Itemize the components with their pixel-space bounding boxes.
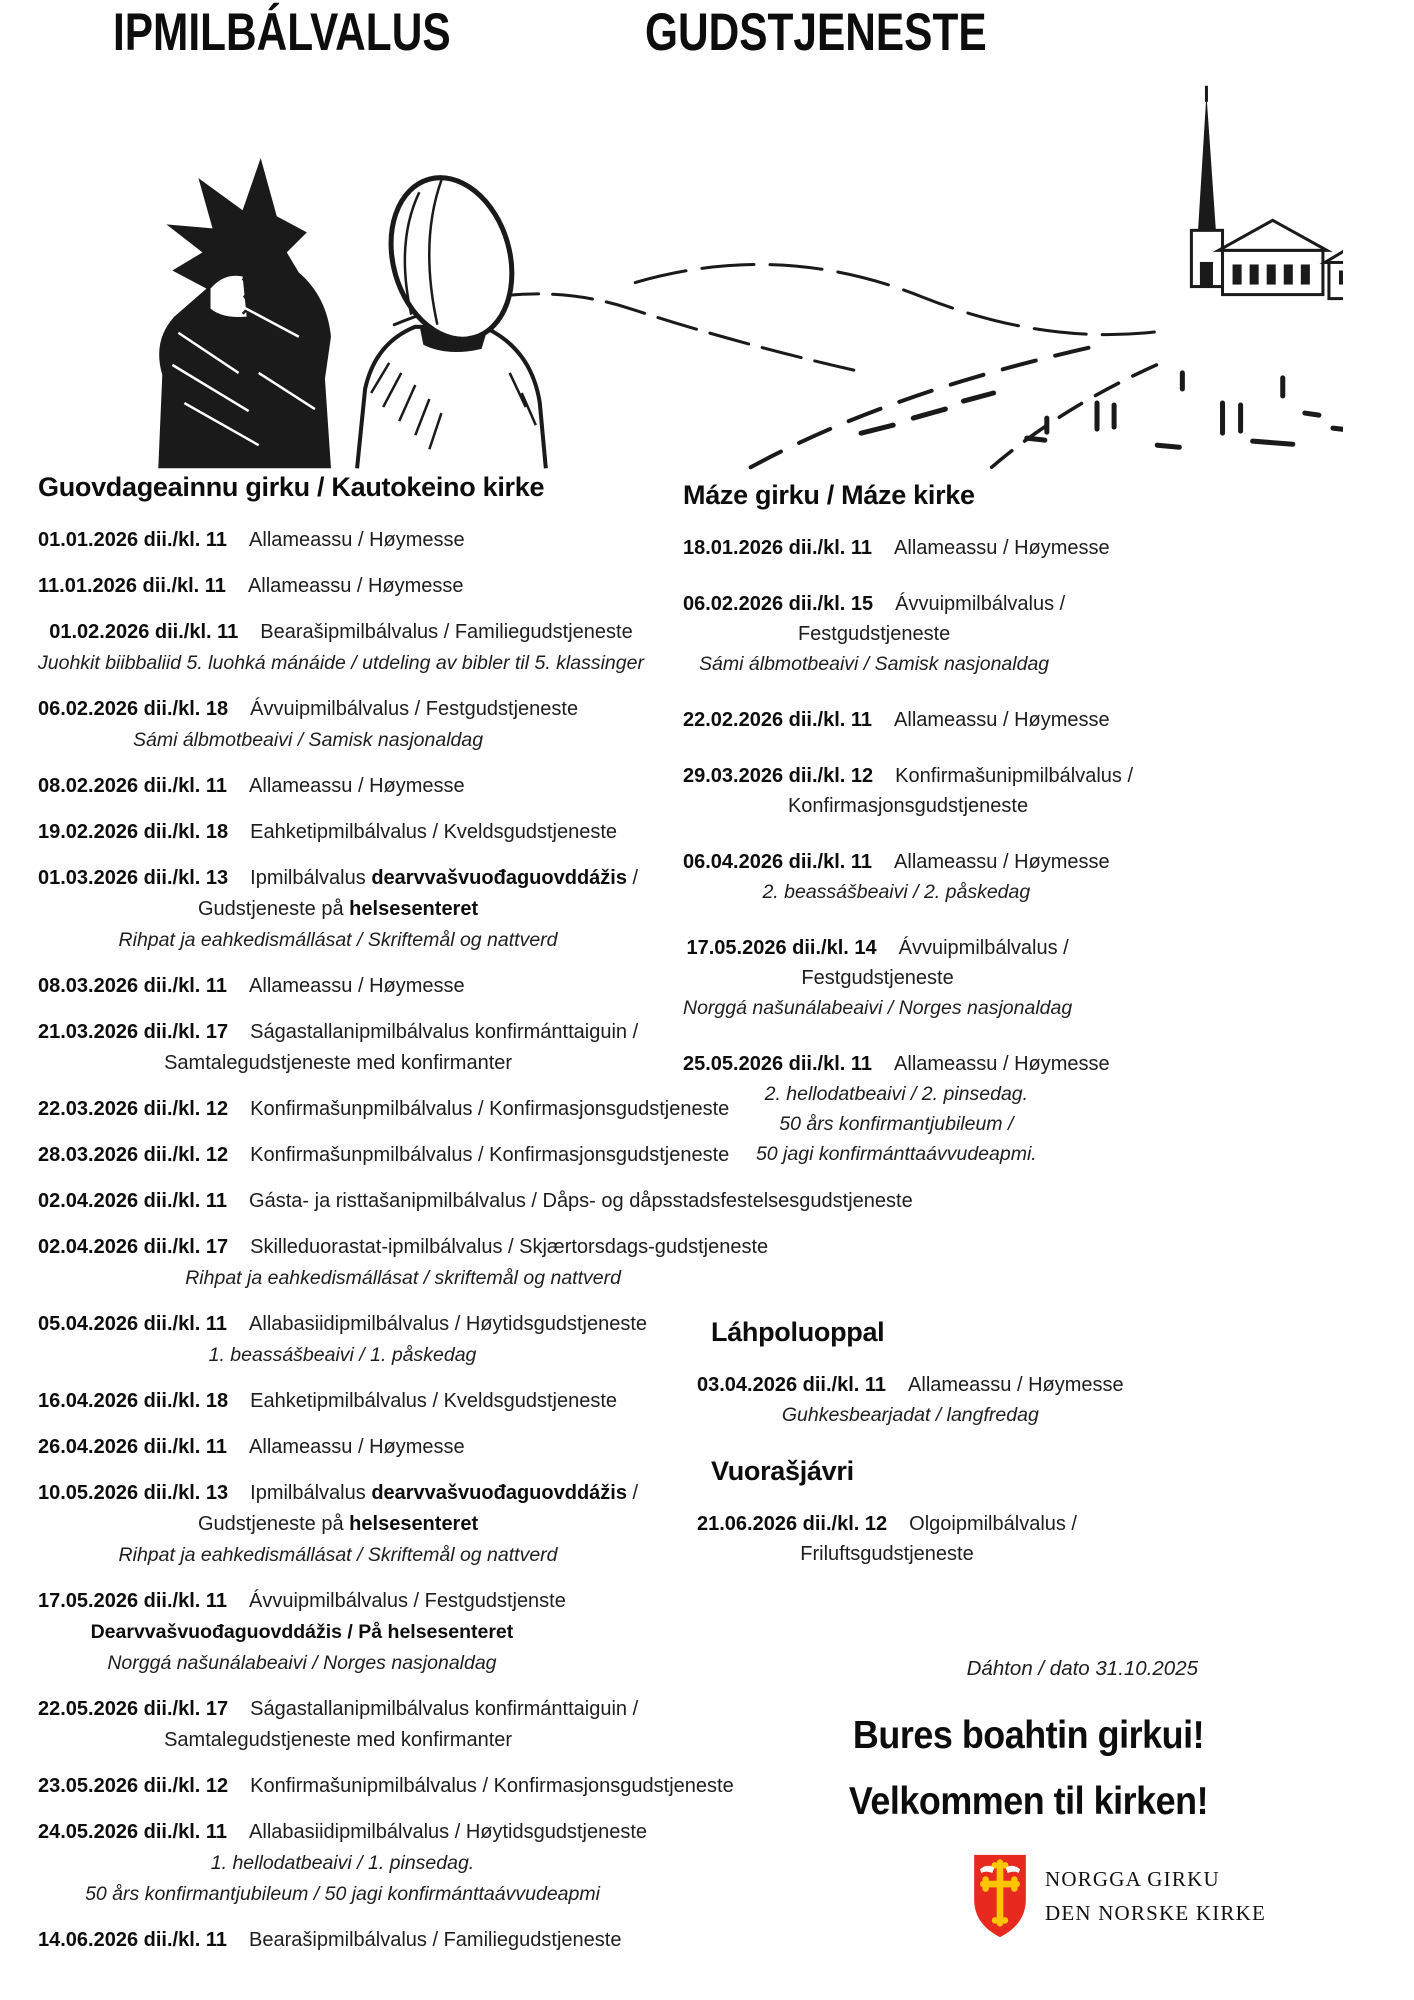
service-entry (683, 705, 1110, 735)
entry-date: 10.05.2026 dii./kl. 13 (38, 1482, 229, 1504)
entry-note-line: Norggá našunálabeaivi / Norges nasjonaldag (107, 1652, 497, 1674)
entry-note-line: Rihpat ja eahkedismállásat / Skriftemål og nattverd (118, 1544, 558, 1566)
entry-description: Allameassu / Høymesse (247, 575, 464, 597)
entry-description: Ávvuipmilbálvalus / (898, 937, 1069, 959)
entry-description: Eahketipmilbálvalus / Kveldsgudstjeneste (250, 1390, 618, 1412)
entry-description: Konfirmašunpmilbálvalus / Konfirmasjonsgudstjeneste (250, 1144, 730, 1166)
sami-man-figure (158, 158, 331, 468)
service-entry (38, 617, 644, 679)
right-sections (683, 480, 1374, 1569)
entry-date: 18.01.2026 dii./kl. 11 (683, 537, 873, 559)
entry-main-line (38, 971, 465, 1002)
entry-continuation-line: Friluftsgudstjeneste (800, 1543, 974, 1565)
entry-date: 21.03.2026 dii./kl. 17 (38, 1021, 229, 1043)
service-entry (683, 1049, 1110, 1169)
entry-description: Allameassu / Høymesse (894, 1053, 1110, 1075)
entry-note-line: 1. hellodatbeaivi / 1. pinsedag. (210, 1852, 475, 1874)
service-entry (697, 1370, 1124, 1430)
entry-date: 05.04.2026 dii./kl. 11 (38, 1313, 228, 1335)
entry-note-line: Sámi álbmotbeaivi / Samisk nasjonaldag (699, 653, 1050, 675)
entry-main-line (697, 1370, 1124, 1400)
entry-note-line: 2. beassášbeaivi / 2. påskedag (762, 881, 1031, 903)
entry-date: 06.02.2026 dii./kl. 18 (38, 698, 229, 720)
service-entry (683, 589, 1065, 679)
entry-date: 03.04.2026 dii./kl. 11 (697, 1374, 887, 1396)
entry-date: 01.03.2026 dii./kl. 13 (38, 867, 229, 889)
entry-note-line: Guhkesbearjadat / langfredag (781, 1404, 1039, 1426)
entry-date: 26.04.2026 dii./kl. 11 (38, 1436, 228, 1458)
column-right (683, 472, 1374, 1940)
entry-description: Ságastallanipmilbálvalus konfirmánttaiguin / (250, 1021, 639, 1043)
entry-main-line (38, 1140, 729, 1171)
logo-line-sami: NORGGA GIRKU (1044, 1867, 1220, 1892)
entry-main-line (683, 1049, 1110, 1079)
welcome-line-sami: Bures boahtin girkui! (852, 1714, 1205, 1757)
service-entry (38, 571, 464, 602)
entry-main-line (38, 525, 465, 556)
service-entry (38, 971, 465, 1002)
entry-description: Allabasiidipmilbálvalus / Høytidsgudstjeneste (249, 1821, 648, 1843)
entry-date: 11.01.2026 dii./kl. 11 (38, 575, 226, 597)
service-entry (38, 1478, 638, 1571)
service-entry (38, 1586, 566, 1679)
entry-note-line: 2. hellodatbeaivi / 2. pinsedag. (764, 1083, 1029, 1105)
entry-description: Olgoipmilbálvalus / (909, 1513, 1077, 1535)
service-entry (683, 933, 1072, 1023)
section-title: Máze girku / Máze kirke (683, 480, 975, 510)
entry-main-line (38, 1094, 729, 1125)
entry-description: Ipmilbálvalus dearvvašvuođaguovddážis / (250, 867, 639, 889)
entry-description: Konfirmašunipmilbálvalus / Konfirmasjonsgudstjeneste (250, 1775, 734, 1797)
section-maze (683, 480, 1374, 1169)
service-entry (683, 761, 1133, 821)
entry-description: Allameassu / Høymesse (894, 709, 1110, 731)
entry-main-line (683, 589, 1065, 619)
church-of-norway-wordmark (1045, 1862, 1266, 1930)
header-illustration (88, 70, 1343, 470)
entry-description: Bearašipmilbálvalus / Familiegudstjeneste (260, 621, 633, 643)
entry-date: 29.03.2026 dii./kl. 12 (683, 765, 874, 787)
section-lahpoluoppal (683, 1317, 1374, 1430)
entry-date: 02.04.2026 dii./kl. 17 (38, 1236, 229, 1258)
entry-main-line (38, 1817, 647, 1848)
entry-date: 25.05.2026 dii./kl. 11 (683, 1053, 873, 1075)
section-title: Guovdageainnu girku / Kautokeino kirke (38, 472, 545, 502)
entry-continuation-line: Festgudstjeneste (801, 967, 954, 989)
entry-date: 28.03.2026 dii./kl. 12 (38, 1144, 229, 1166)
entry-description: Allameassu / Høymesse (249, 775, 465, 797)
church-drawing (1191, 86, 1343, 301)
entry-note-line: 50 års konfirmantjubileum / 50 jagi konfirmánttaávvudeapmi (85, 1883, 600, 1905)
entry-note-line: 1. beassášbeaivi / 1. påskedag (208, 1344, 477, 1366)
entry-date: 17.05.2026 dii./kl. 14 (686, 937, 877, 959)
entry-description: Konfirmašunpmilbálvalus / Konfirmasjonsgudstjeneste (250, 1098, 730, 1120)
entry-date: 06.02.2026 dii./kl. 15 (683, 593, 874, 615)
service-entry (38, 1140, 729, 1171)
entry-main-line (38, 571, 464, 602)
section-vuorasjavri (683, 1456, 1374, 1569)
section-title: Láhpoluoppal (711, 1317, 885, 1347)
service-entry (683, 533, 1110, 563)
entry-description: Bearašipmilbálvalus / Familiegudstjeneste (249, 1929, 622, 1951)
welcome-message (711, 1703, 1347, 1834)
entry-main-line (38, 694, 578, 725)
service-entry (38, 1309, 647, 1371)
entry-description: Ávvuipmilbálvalus / Festgudstjenste (249, 1590, 566, 1612)
entry-description: Ipmilbálvalus dearvvašvuođaguovddážis / (250, 1482, 639, 1504)
entry-note-line: Norggá našunálabeaivi / Norges nasjonaldag (683, 997, 1073, 1019)
service-entry (38, 1386, 617, 1417)
service-entry (38, 1017, 638, 1079)
service-entry (38, 1094, 729, 1125)
entry-note-line: Rihpat ja eahkedismállásat / Skriftemål og nattverd (118, 929, 558, 951)
entry-description: Allabasiidipmilbálvalus / Høytidsgudstjeneste (249, 1313, 648, 1335)
entry-note-line: Sámi álbmotbeaivi / Samisk nasjonaldag (132, 729, 484, 751)
page-title-norwegian: GUDSTJENESTE (645, 3, 987, 62)
entry-date: 23.05.2026 dii./kl. 12 (38, 1775, 229, 1797)
entry-description: Eahketipmilbálvalus / Kveldsgudstjeneste (250, 821, 618, 843)
dated-line: Dáhton / dato 31.10.2025 (966, 1657, 1198, 1680)
page-title-sami: IPMILBÁLVALUS (113, 3, 451, 62)
entry-main-line (683, 933, 1072, 963)
entry-note-line: Dearvvašvuođaguovddážis / På helsesenteret (90, 1621, 514, 1643)
service-entry (38, 1925, 621, 1956)
entry-description: Allameassu / Høymesse (249, 975, 465, 997)
entry-main-line (38, 1432, 465, 1463)
entry-description: Skilleduorastat-ipmilbálvalus / Skjærtorsdags-gudstjeneste (250, 1236, 769, 1258)
service-entry (38, 817, 617, 848)
entry-description: Ávvuipmilbálvalus / Festgudstjeneste (250, 698, 579, 720)
service-entry (38, 525, 465, 556)
entry-description: Gásta- ja risttašanipmilbálvalus / Dåps- og dåpsstadsfestelsesgudstjeneste (249, 1190, 913, 1212)
entry-main-line (38, 863, 638, 894)
logo-line-norwegian: DEN NORSKE KIRKE (1044, 1901, 1267, 1926)
entry-date: 22.05.2026 dii./kl. 17 (38, 1698, 229, 1720)
service-entry (38, 863, 638, 956)
entry-main-line (683, 533, 1110, 563)
service-entry (683, 847, 1110, 907)
entry-main-line (38, 1694, 638, 1725)
entry-date: 22.02.2026 dii./kl. 11 (683, 709, 873, 731)
entry-date: 19.02.2026 dii./kl. 18 (38, 821, 229, 843)
entry-note-line: Juohkit biibbaliid 5. luohká mánáide / utdeling av bibler til 5. klassinger (38, 652, 644, 674)
service-entry (697, 1509, 1077, 1569)
entry-note-line: Rihpat ja eahkedismállásat / skriftemål og nattverd (185, 1267, 621, 1289)
footer (683, 1657, 1374, 1940)
entry-note-line: 50 års konfirmantjubileum / (779, 1113, 1014, 1135)
entry-continuation-line: Konfirmasjonsgudstjeneste (787, 795, 1029, 817)
service-entry (38, 1817, 647, 1910)
entry-date: 21.06.2026 dii./kl. 12 (697, 1513, 888, 1535)
service-entry (38, 1771, 734, 1802)
entry-description: Konfirmašunipmilbálvalus / (895, 765, 1134, 787)
entry-date: 06.04.2026 dii./kl. 11 (683, 851, 873, 873)
entry-main-line (683, 761, 1133, 791)
entry-date: 14.06.2026 dii./kl. 11 (38, 1929, 228, 1951)
entry-description: Ávvuipmilbálvalus / (895, 593, 1066, 615)
section-title: Vuorašjávri (711, 1456, 854, 1486)
entry-main-line (38, 1478, 638, 1509)
sami-woman-figure (357, 163, 546, 468)
entry-main-line (38, 1771, 734, 1802)
entry-main-line (38, 817, 617, 848)
entry-date: 24.05.2026 dii./kl. 11 (38, 1821, 228, 1843)
entry-continuation-line: Samtalegudstjeneste med konfirmanter (164, 1052, 513, 1074)
welcome-line-norwegian: Velkommen til kirken! (848, 1779, 1209, 1823)
entry-main-line (683, 705, 1110, 735)
entry-main-line (697, 1509, 1077, 1539)
entry-main-line (38, 1232, 768, 1263)
entry-date: 22.03.2026 dii./kl. 12 (38, 1098, 229, 1120)
entry-date: 01.01.2026 dii./kl. 11 (38, 529, 228, 551)
entry-description: Allameassu / Høymesse (894, 537, 1110, 559)
entry-description: Ságastallanipmilbálvalus konfirmánttaiguin / (250, 1698, 639, 1720)
entry-description: Allameassu / Høymesse (249, 1436, 465, 1458)
church-of-norway-shield-icon (971, 1852, 1029, 1940)
entry-main-line (38, 617, 644, 648)
entry-date: 08.02.2026 dii./kl. 11 (38, 775, 228, 797)
church-of-norway-logo (971, 1852, 1266, 1940)
service-entry (38, 1694, 638, 1756)
entry-date: 02.04.2026 dii./kl. 11 (38, 1190, 228, 1212)
service-entry (38, 1432, 465, 1463)
entry-main-line (38, 1309, 647, 1340)
service-entry (38, 1232, 768, 1294)
entry-description: Allameassu / Høymesse (908, 1374, 1124, 1396)
entry-main-line (38, 771, 465, 802)
entry-description: Allameassu / Høymesse (894, 851, 1110, 873)
entry-main-line (38, 1925, 621, 1956)
entry-continuation-line: Gudstjeneste på helsesenteret (197, 898, 479, 920)
entry-date: 17.05.2026 dii./kl. 11 (38, 1590, 228, 1612)
entry-main-line (683, 847, 1110, 877)
entry-note-line: 50 jagi konfirmánttaávvudeapmi. (755, 1143, 1037, 1165)
entry-main-line (38, 1386, 617, 1417)
entry-main-line (38, 1586, 566, 1617)
service-entry (38, 771, 465, 802)
entry-continuation-line: Samtalegudstjeneste med konfirmanter (164, 1729, 513, 1751)
service-entry (38, 694, 578, 756)
entry-description: Allameassu / Høymesse (249, 529, 465, 551)
entry-continuation-line: Festgudstjeneste (797, 623, 951, 645)
entry-date: 01.02.2026 dii./kl. 11 (49, 621, 239, 643)
entry-date: 08.03.2026 dii./kl. 11 (38, 975, 228, 997)
entry-main-line (38, 1017, 638, 1048)
entry-continuation-line: Gudstjeneste på helsesenteret (197, 1513, 479, 1535)
entry-date: 16.04.2026 dii./kl. 18 (38, 1390, 229, 1412)
